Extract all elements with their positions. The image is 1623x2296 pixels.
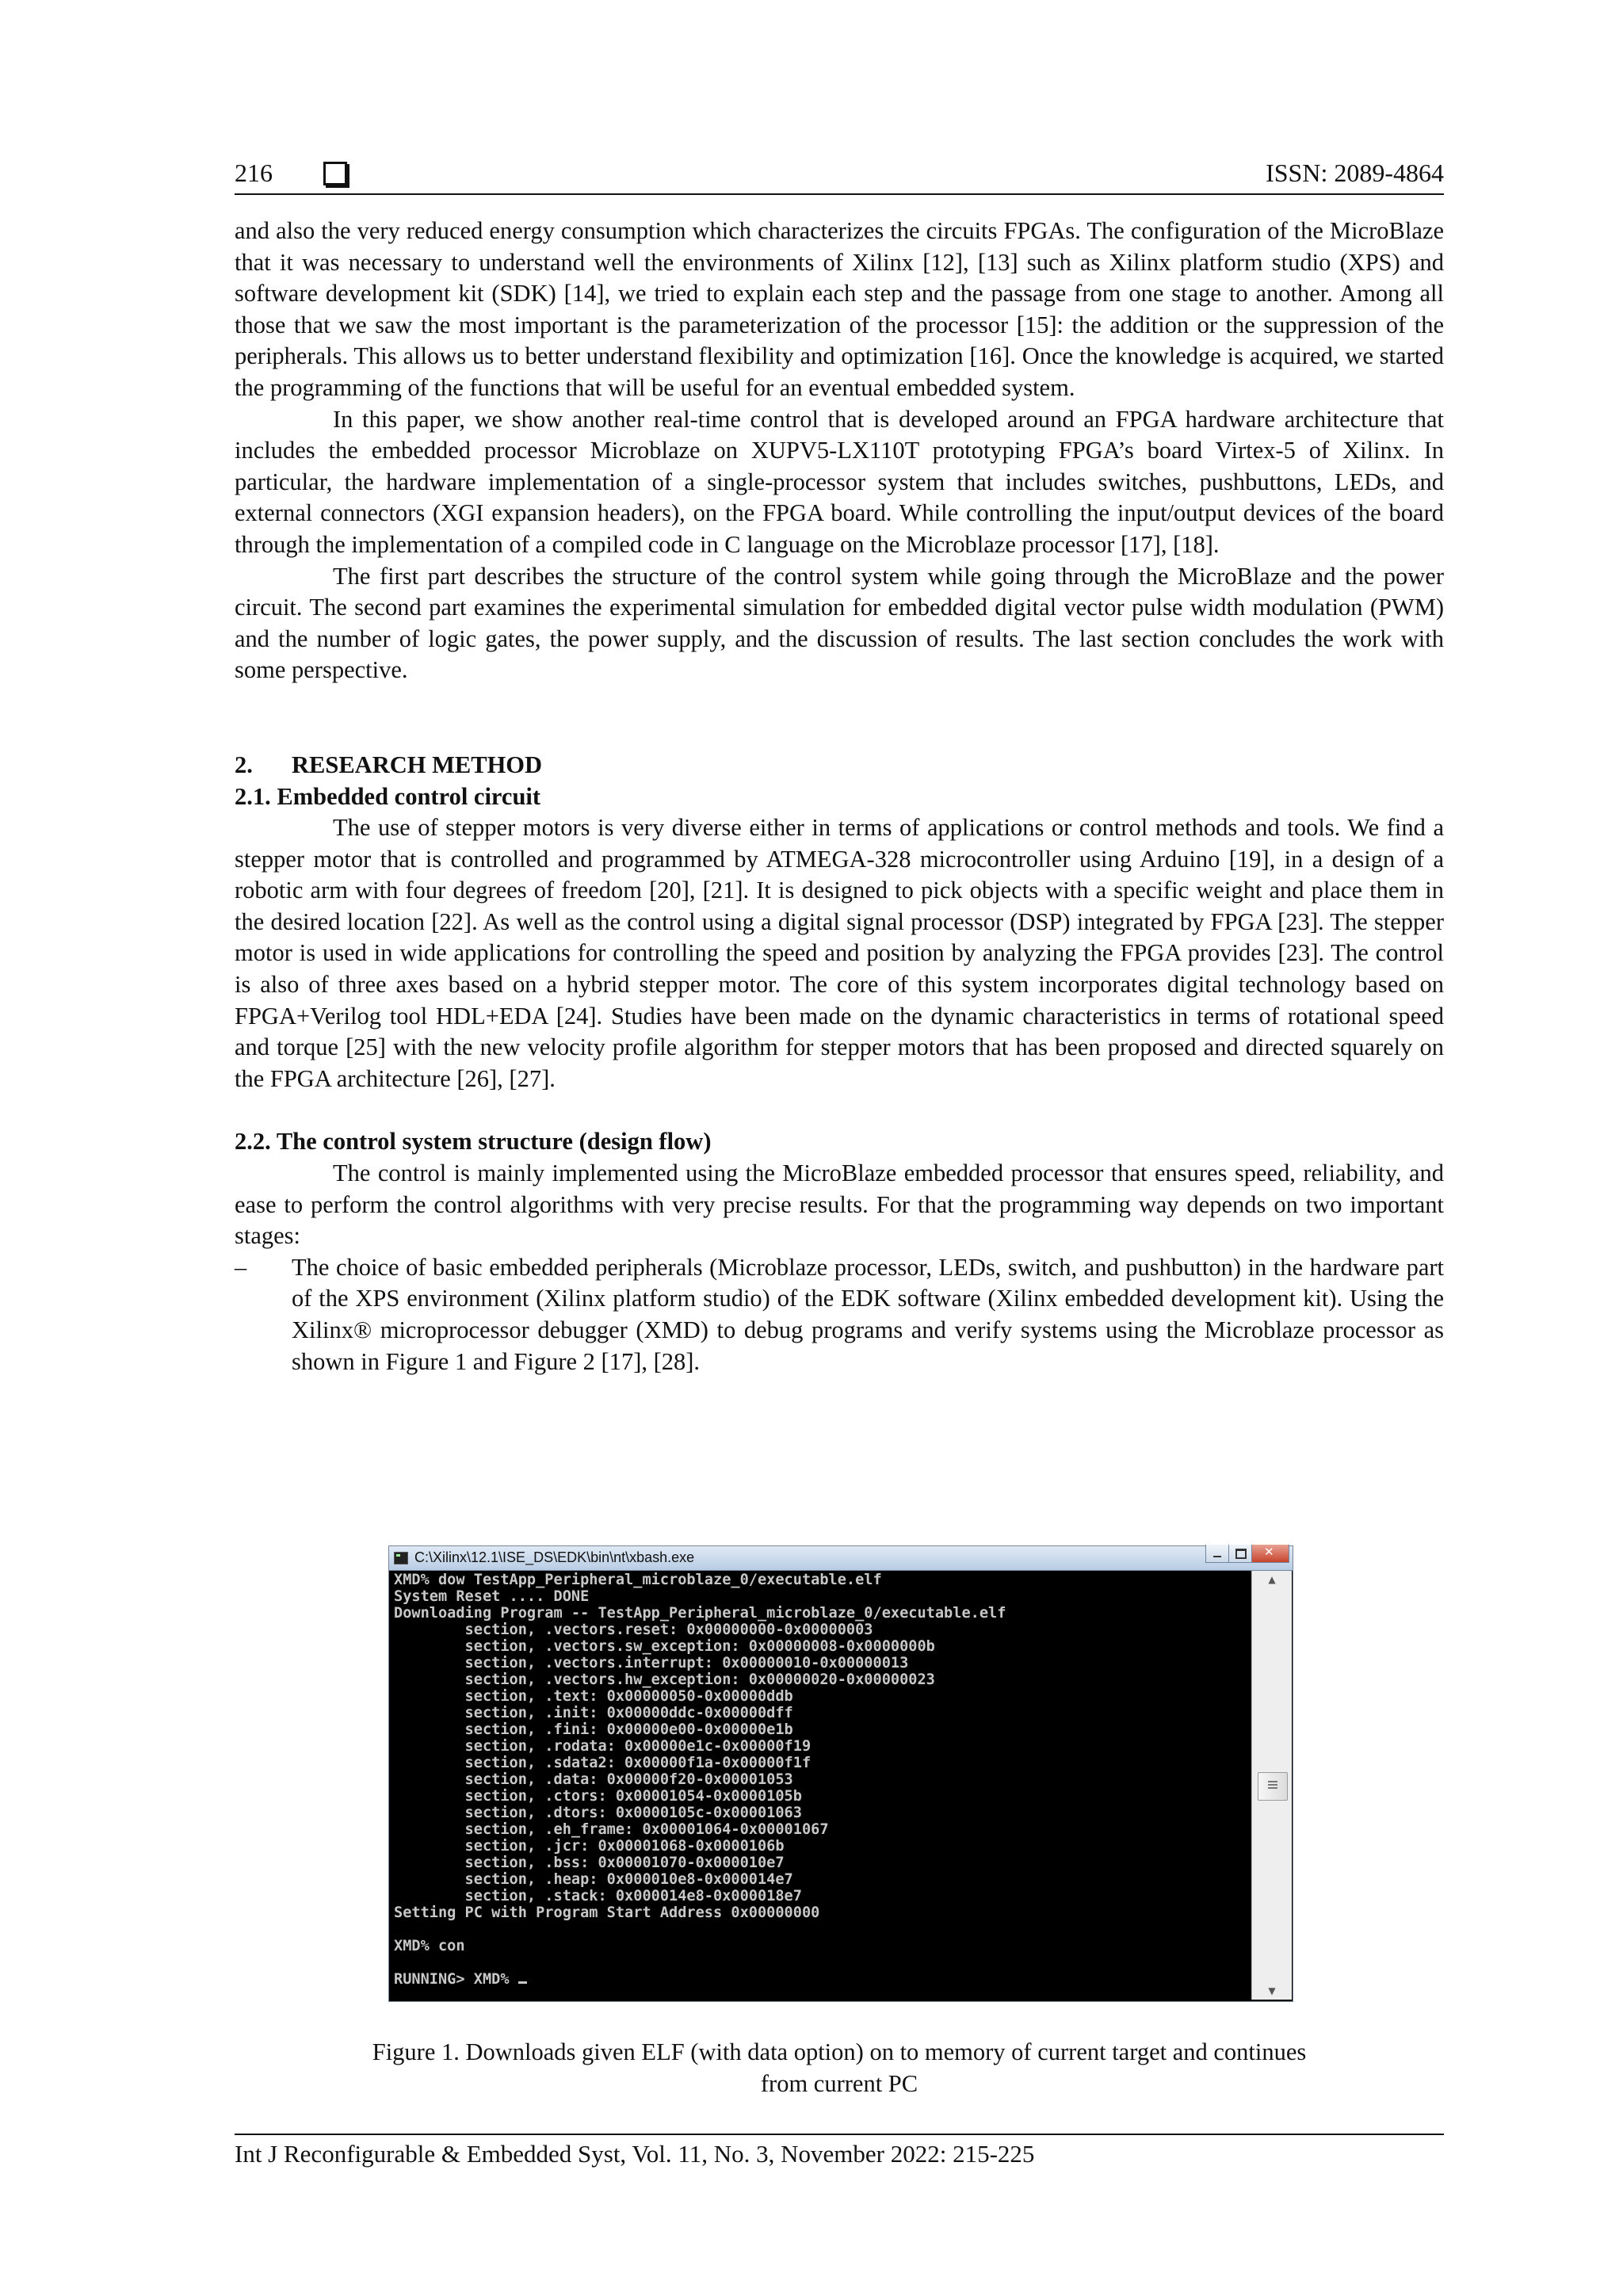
console-line: section, .vectors.sw_exception: 0x00000008-0x0000000b	[394, 1638, 935, 1655]
checkbox-square-icon	[323, 162, 347, 185]
console-app-icon	[394, 1552, 408, 1564]
body-text	[235, 216, 1444, 1377]
caption-line-1: Figure 1. Downloads given ELF (with data option) on to memory of current target and continues	[372, 2038, 1307, 2065]
subsection-gap	[235, 1095, 1444, 1126]
section-number: 2.	[235, 751, 253, 778]
console-line: section, .vectors.reset: 0x00000000-0x00000003	[394, 1622, 873, 1638]
window-title: C:\Xilinx\12.1\ISE_DS\EDK\bin\nt\xbash.exe	[414, 1549, 695, 1565]
bullet-item	[235, 1252, 1444, 1377]
page-header	[235, 152, 1444, 192]
console-line: section, .eh_frame: 0x00001064-0x00001067	[394, 1821, 829, 1838]
issn-label: ISSN: 2089-4864	[1266, 159, 1444, 187]
figure-1-terminal-window	[388, 1545, 1293, 2002]
bullet-text: The choice of basic embedded peripherals (Microblaze processor, LEDs, switch, and pushbutton) in the hardware part of the XPS environment (Xilinx platform studio) of the EDK software (Xilinx embedded development kit). Using the Xilinx® microprocessor debugger (XMD) to debug programs and verify systems using the Microblaze processor as shown in Figure 1 and Figure 2 [17], [28].	[292, 1253, 1444, 1375]
figure-1-caption	[235, 2037, 1444, 2099]
caption-line-2: from current PC	[760, 2069, 918, 2097]
bullet-dash: –	[235, 1253, 247, 1281]
console-line: section, .data: 0x00000f20-0x00001053	[394, 1771, 793, 1788]
scroll-up-arrow-icon[interactable]: ▲	[1268, 1574, 1276, 1585]
section-gap	[235, 686, 1444, 750]
console-line: section, .bss: 0x00001070-0x000010e7	[394, 1855, 785, 1871]
section-heading	[235, 750, 1444, 781]
console-line: section, .fini: 0x00000e00-0x00000e1b	[394, 1721, 793, 1738]
console-line: Downloading Program -- TestApp_Peripheral_microblaze_0/executable.elf	[394, 1605, 1006, 1622]
console-line: XMD% dow TestApp_Peripheral_microblaze_0/executable.elf	[394, 1572, 882, 1588]
scrollbar-thumb[interactable]	[1258, 1772, 1288, 1801]
console-line: section, .dtors: 0x0000105c-0x00001063	[394, 1805, 802, 1821]
console-line: section, .stack: 0x000014e8-0x000018e7	[394, 1888, 802, 1904]
console-line: XMD% con	[394, 1938, 465, 1954]
console-line: section, .vectors.hw_exception: 0x00000020-0x00000023	[394, 1671, 935, 1688]
console-line: Setting PC with Program Start Address 0x00000000	[394, 1904, 820, 1921]
intro-paragraph-1: and also the very reduced energy consumption which characterizes the circuits FPGAs. The configuration of the MicroBlaze that it was necessary to understand well the environments of Xilinx [12], [13] such as Xilinx platform studio (XPS) and software development kit (SDK) [14], we tried to explain each step and the passage from one stage to another. Among all those that we saw the most important is the parameterization of the processor [15]: the addition or the suppression of the peripherals. This allows us to better understand flexibility and optimization [16]. Once the knowledge is acquired, we started the programming of the functions that will be useful for an eventual embedded system.	[235, 217, 1444, 401]
console-line: section, .init: 0x00000ddc-0x00000dff	[394, 1705, 793, 1721]
scroll-down-arrow-icon[interactable]: ▼	[1268, 1985, 1276, 1996]
minimize-button[interactable]	[1205, 1545, 1229, 1563]
window-controls	[1206, 1545, 1289, 1564]
console-text	[391, 1571, 1250, 1988]
subsection-2-2-paragraph: The control is mainly implemented using the MicroBlaze embedded processor that ensures speed, reliability, and ease to perform the control algorithms with very precise results. For that the programming way depends on two important stages:	[235, 1159, 1444, 1250]
journal-footer: Int J Reconfigurable & Embedded Syst, Vol. 11, No. 3, November 2022: 215-225	[235, 2140, 1035, 2168]
page-number: 216	[235, 159, 273, 187]
header-rule	[235, 193, 1444, 195]
close-button[interactable]	[1251, 1545, 1289, 1563]
intro-paragraph-2: In this paper, we show another real-time control that is developed around an FPGA hardware architecture that includes the embedded processor Microblaze on XUPV5-LX110T prototyping FPGA’s board Virtex-5 of Xilinx. In particular, the hardware implementation of a single-processor system that includes switches, pushbuttons, LEDs, and external connectors (XGI expansion headers), on the FPGA board. While controlling the input/output devices of the board through the implementation of a compiled code in C language on the Microblaze processor [17], [18].	[235, 405, 1444, 558]
intro-paragraph-3: The first part describes the structure of the control system while going through the MicroBlaze and the power circuit. The second part examines the experimental simulation for embedded digital vector pulse width modulation (PWM) and the number of logic gates, the power supply, and the discussion of results. The last section concludes the work with some perspective.	[235, 562, 1444, 684]
console-line: section, .ctors: 0x00001054-0x0000105b	[394, 1788, 802, 1805]
console-line: RUNNING> XMD%	[394, 1971, 518, 1988]
footer-rule	[235, 2134, 1444, 2135]
console-line: section, .jcr: 0x00001068-0x0000106b	[394, 1838, 785, 1855]
console-output[interactable]	[391, 1571, 1250, 2000]
subsection-2-1-paragraph: The use of stepper motors is very diverse either in terms of applications or control methods and tools. We find a stepper motor that is controlled and programmed by ATMEGA-328 microcontroller using Arduino [19], in a design of a robotic arm with four degrees of freedom [20], [21]. It is designed to pick objects with a specific weight and place them in the desired location [22]. As well as the control using a digital signal processor (DSP) integrated by FPGA [23]. The stepper motor is used in wide applications for controlling the speed and position by analyzing the FPGA provides [23]. The control is also of three axes based on a hybrid stepper motor. The core of this system incorporates digital technology based on FPGA+Verilog tool HDL+EDA [24]. Studies have been made on the dynamic characteristics in terms of rotational speed and torque [25] with the new velocity profile algorithm for stepper motors that has been proposed and directed squarely on the FPGA architecture [26], [27].	[235, 814, 1444, 1092]
window-titlebar[interactable]	[389, 1546, 1293, 1571]
console-line: section, .vectors.interrupt: 0x00000010-0x00000013	[394, 1655, 909, 1671]
subsection-heading-2-2: 2.2. The control system structure (design flow)	[235, 1128, 712, 1156]
maximize-button[interactable]	[1228, 1545, 1252, 1563]
section-title: RESEARCH METHOD	[292, 751, 543, 778]
text-cursor	[518, 1981, 527, 1984]
console-line: section, .text: 0x00000050-0x00000ddb	[394, 1688, 793, 1705]
vertical-scrollbar[interactable]	[1251, 1571, 1292, 2000]
subsection-heading-2-1: 2.1. Embedded control circuit	[235, 782, 541, 810]
console-line: section, .sdata2: 0x00000f1a-0x00000f1f	[394, 1755, 812, 1771]
console-line: section, .heap: 0x000010e8-0x000014e7	[394, 1871, 793, 1888]
console-line: System Reset .... DONE	[394, 1588, 590, 1605]
console-line: section, .rodata: 0x00000e1c-0x00000f19	[394, 1738, 812, 1755]
